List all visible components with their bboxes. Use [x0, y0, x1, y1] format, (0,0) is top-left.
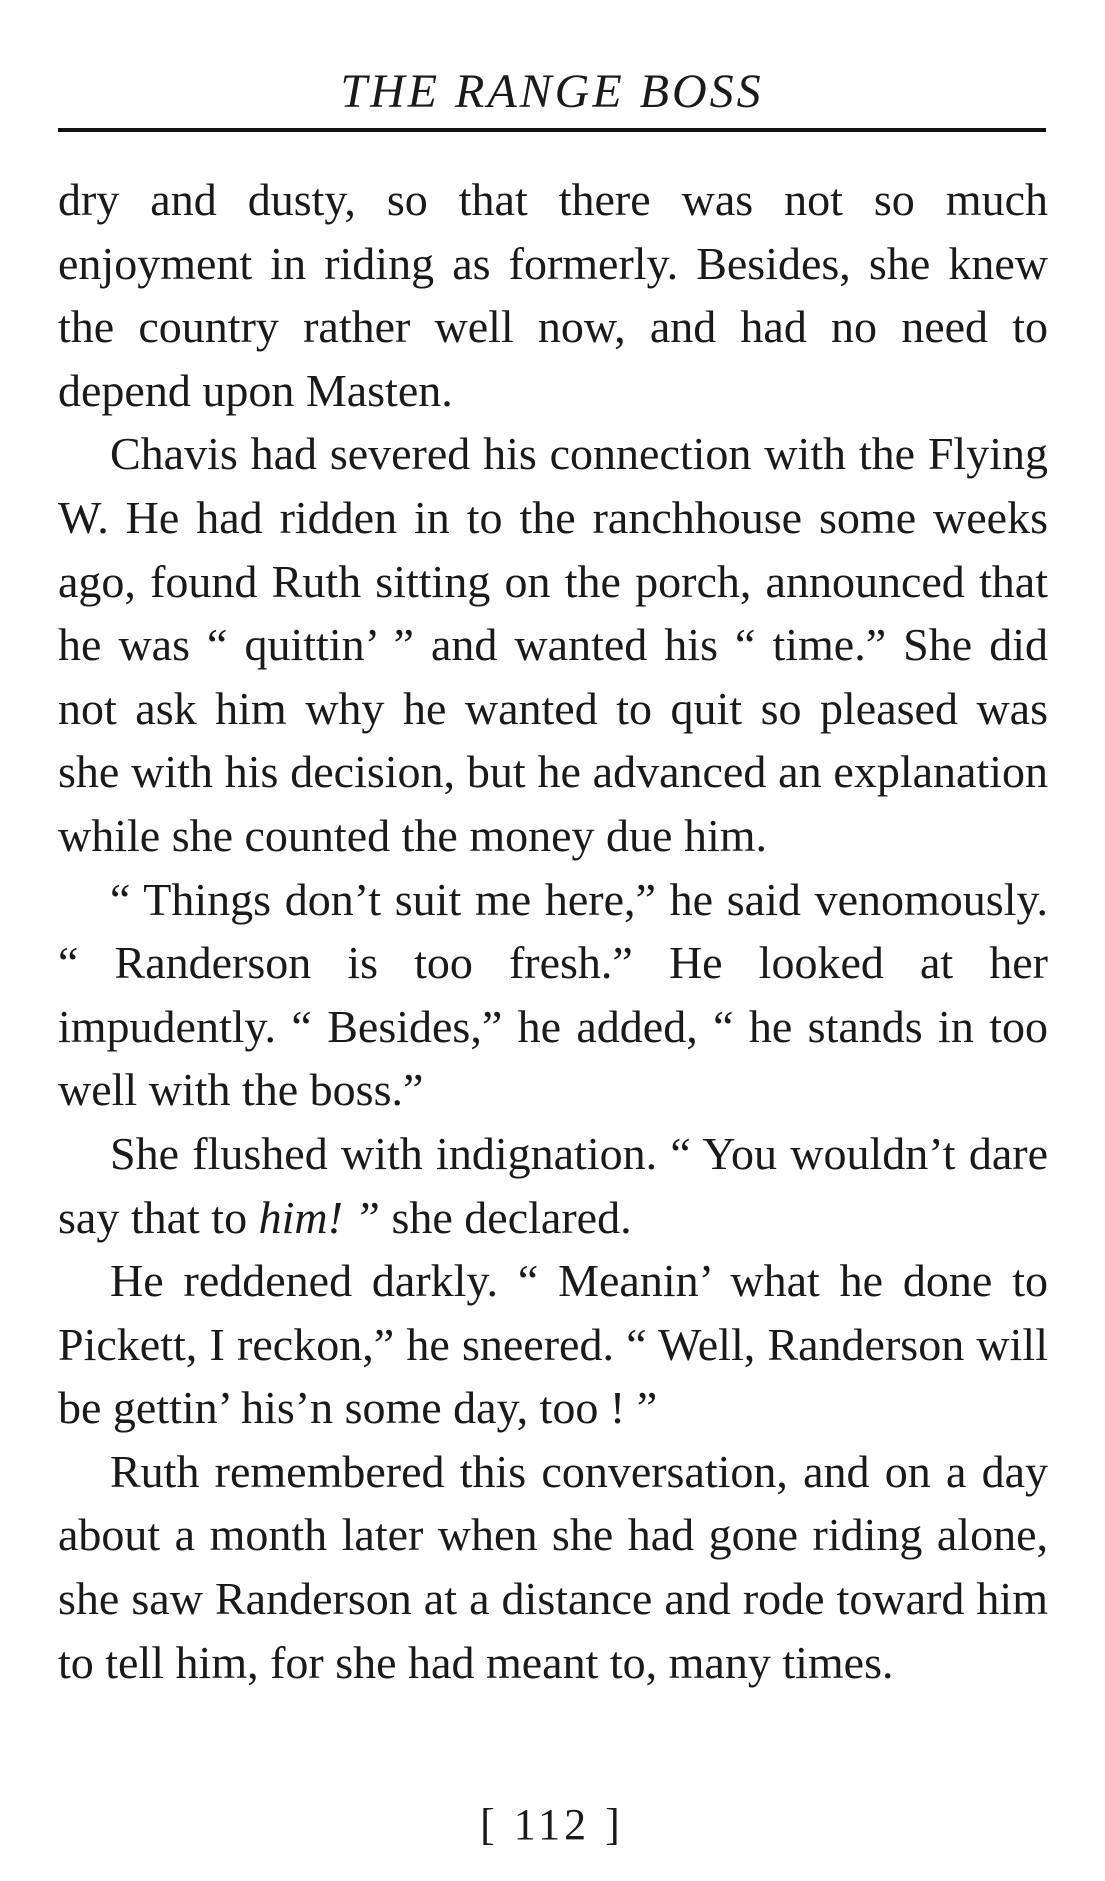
body-text	[58, 168, 1048, 1694]
header-rule	[58, 128, 1046, 132]
emphasis-him: him! ”	[258, 1191, 380, 1243]
paragraph-continued: dry and dusty, so that there was not so much enjoyment in riding as formerly. Besides, she knew the country rather well now, and had no need to depend upon Masten.	[58, 174, 1048, 416]
paragraph-flushed-lead: She flushed with indignation. “ You wouldn’t dare say that to	[58, 1127, 1048, 1243]
paragraph-ruth: Ruth remembered this conversation, and on a day about a month later when she had gone riding alone, she saw Randerson at a distance and rode toward him to tell him, for she had meant to, many times.	[58, 1445, 1048, 1688]
paragraph-flushed	[58, 1122, 1048, 1249]
paragraph-chavis: Chavis had severed his connection with the Flying W. He had ridden in to the ranchhouse some weeks ago, found Ruth sitting on the porch, announced that he was “ quittin’ ” and wanted his “ time.” She did not ask him why he wanted to quit so pleased was she with his decision, but he advanced an explanation while she counted the money due him.	[58, 428, 1048, 861]
page-number: [ 112 ]	[480, 1800, 624, 1849]
paragraph-flushed-tail: she declared.	[379, 1191, 632, 1243]
paragraph-reddened: He reddened darkly. “ Meanin’ what he done to Pickett, I reckon,” he sneered. “ Well, Randerson will be gettin’ his’n some day, too ! ”	[58, 1255, 1048, 1434]
running-head: THE RANGE BOSS	[340, 65, 764, 118]
paragraph-things: “ Things don’t suit me here,” he said venomously. “ Randerson is too fresh.” He looked at her impudently. “ Besides,” he added, “ he stands in too well with the boss.”	[58, 873, 1048, 1116]
